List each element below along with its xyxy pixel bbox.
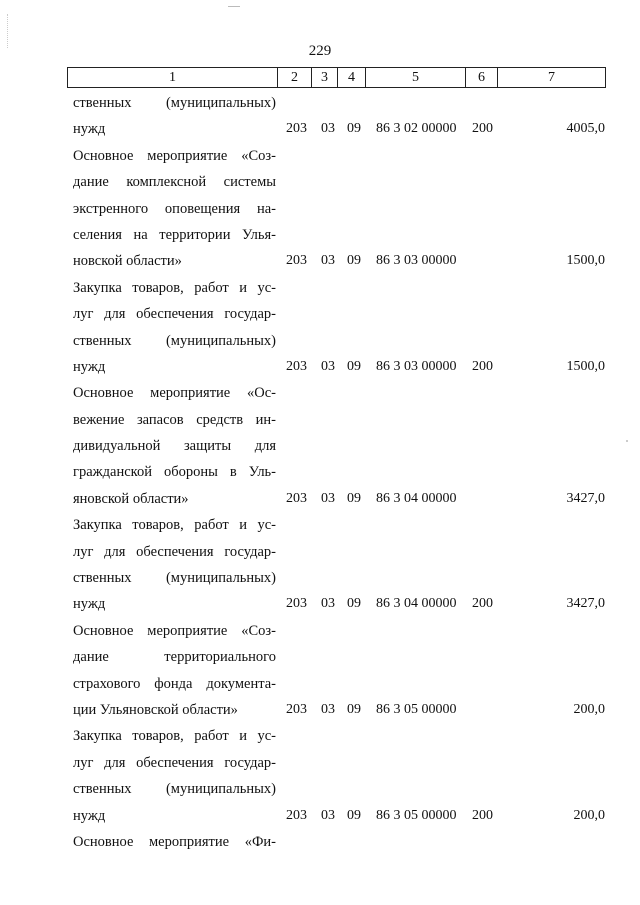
amount: 1500,0: [566, 358, 605, 374]
column-header: 3: [312, 68, 338, 88]
section-code: 03: [321, 596, 335, 612]
section-code: 03: [321, 253, 335, 269]
expenditure-name-line: Закупка товаров, работ и ус-: [73, 279, 276, 296]
amount: 200,0: [573, 807, 605, 823]
page-number: 229: [308, 43, 332, 59]
expenditure-name-line: нужд: [73, 121, 106, 138]
expenditure-name-line: экстренного оповещения на-: [73, 200, 276, 217]
expenditure-name-line: Основное мероприятие «Соз-: [73, 622, 276, 639]
target-article-code: 86 3 03 00000: [376, 358, 457, 374]
amount: 4005,0: [566, 121, 605, 137]
column-header: 7: [498, 68, 606, 88]
subsection-code: 09: [347, 807, 361, 823]
expenditure-name-line: нужд: [73, 596, 106, 613]
column-header: 1: [68, 68, 278, 88]
target-article-code: 86 3 02 00000: [376, 121, 457, 137]
section-code: 03: [321, 358, 335, 374]
row-codes: [73, 486, 605, 512]
budget-table-body: [73, 90, 605, 855]
section-code: 03: [321, 121, 335, 137]
expenditure-name-line: нужд: [73, 358, 106, 375]
table-row: [73, 829, 605, 855]
row-codes: [73, 354, 605, 380]
admin-code: 203: [286, 121, 307, 137]
section-code: 03: [321, 701, 335, 717]
expenditure-name-line: Основное мероприятие «Фи-: [73, 833, 276, 850]
scan-mark: [228, 6, 240, 7]
subsection-code: 09: [347, 253, 361, 269]
admin-code: 203: [286, 596, 307, 612]
table-row: [73, 143, 605, 275]
column-header: 5: [366, 68, 466, 88]
row-codes: [73, 116, 605, 142]
admin-code: 203: [286, 253, 307, 269]
subsection-code: 09: [347, 121, 361, 137]
expenditure-name-line: яновской области»: [73, 490, 189, 507]
expenditure-name-line: селения на территории Улья-: [73, 226, 276, 243]
row-codes: [73, 591, 605, 617]
subsection-code: 09: [347, 490, 361, 506]
expenditure-name-line: вежение запасов средств ин-: [73, 411, 276, 428]
expenditure-name-line: гражданской обороны в Уль-: [73, 464, 276, 481]
admin-code: 203: [286, 358, 307, 374]
row-codes: [73, 829, 605, 855]
expenditure-name-line: Основное мероприятие «Ос-: [73, 385, 276, 402]
row-codes: [73, 248, 605, 274]
table-row: [73, 618, 605, 724]
row-codes: [73, 697, 605, 723]
table-row: [73, 512, 605, 618]
column-header: 4: [338, 68, 366, 88]
target-article-code: 86 3 04 00000: [376, 490, 457, 506]
amount: 3427,0: [566, 596, 605, 612]
table-row: [73, 380, 605, 512]
subsection-code: 09: [347, 596, 361, 612]
table-row: [73, 90, 605, 143]
section-code: 03: [321, 490, 335, 506]
expenditure-name-line: ственных (муниципальных): [73, 95, 276, 111]
expenditure-name-line: луг для обеспечения государ-: [73, 306, 276, 323]
column-header: 2: [278, 68, 312, 88]
target-article-code: 86 3 04 00000: [376, 596, 457, 612]
expense-type-code: 200: [472, 358, 493, 374]
table-row: [73, 275, 605, 381]
subsection-code: 09: [347, 358, 361, 374]
amount: 3427,0: [566, 490, 605, 506]
expenditure-name-line: нужд: [73, 807, 106, 824]
expenditure-name-line: ственных (муниципальных): [73, 781, 276, 798]
expenditure-name-line: Закупка товаров, работ и ус-: [73, 517, 276, 534]
target-article-code: 86 3 05 00000: [376, 807, 457, 823]
table-row: [73, 723, 605, 829]
row-codes: [73, 803, 605, 829]
expenditure-name-line: ственных (муниципальных): [73, 570, 276, 587]
subsection-code: 09: [347, 701, 361, 717]
expenditure-name-line: новской области»: [73, 253, 182, 270]
section-code: 03: [321, 807, 335, 823]
admin-code: 203: [286, 807, 307, 823]
target-article-code: 86 3 03 00000: [376, 253, 457, 269]
expenditure-name-line: страхового фонда документа-: [73, 675, 276, 692]
admin-code: 203: [286, 490, 307, 506]
scan-speck: [626, 440, 628, 442]
column-header-row: [68, 68, 606, 88]
column-header-table: [67, 67, 606, 88]
expenditure-name-line: Закупка товаров, работ и ус-: [73, 728, 276, 745]
expenditure-name-line: ции Ульяновской области»: [73, 701, 238, 718]
admin-code: 203: [286, 701, 307, 717]
amount: 1500,0: [566, 253, 605, 269]
expense-type-code: 200: [472, 121, 493, 137]
expenditure-name-line: ственных (муниципальных): [73, 332, 276, 349]
expense-type-code: 200: [472, 807, 493, 823]
expenditure-name-line: луг для обеспечения государ-: [73, 754, 276, 771]
column-header: 6: [466, 68, 498, 88]
expenditure-name-line: дание территориального: [73, 649, 276, 666]
amount: 200,0: [573, 701, 605, 717]
expenditure-name-line: дание комплексной системы: [73, 174, 276, 191]
expenditure-name-line: дивидуальной защиты для: [73, 438, 276, 455]
expenditure-name-line: луг для обеспечения государ-: [73, 543, 276, 560]
expenditure-name-line: Основное мероприятие «Соз-: [73, 147, 276, 164]
expense-type-code: 200: [472, 596, 493, 612]
target-article-code: 86 3 05 00000: [376, 701, 457, 717]
